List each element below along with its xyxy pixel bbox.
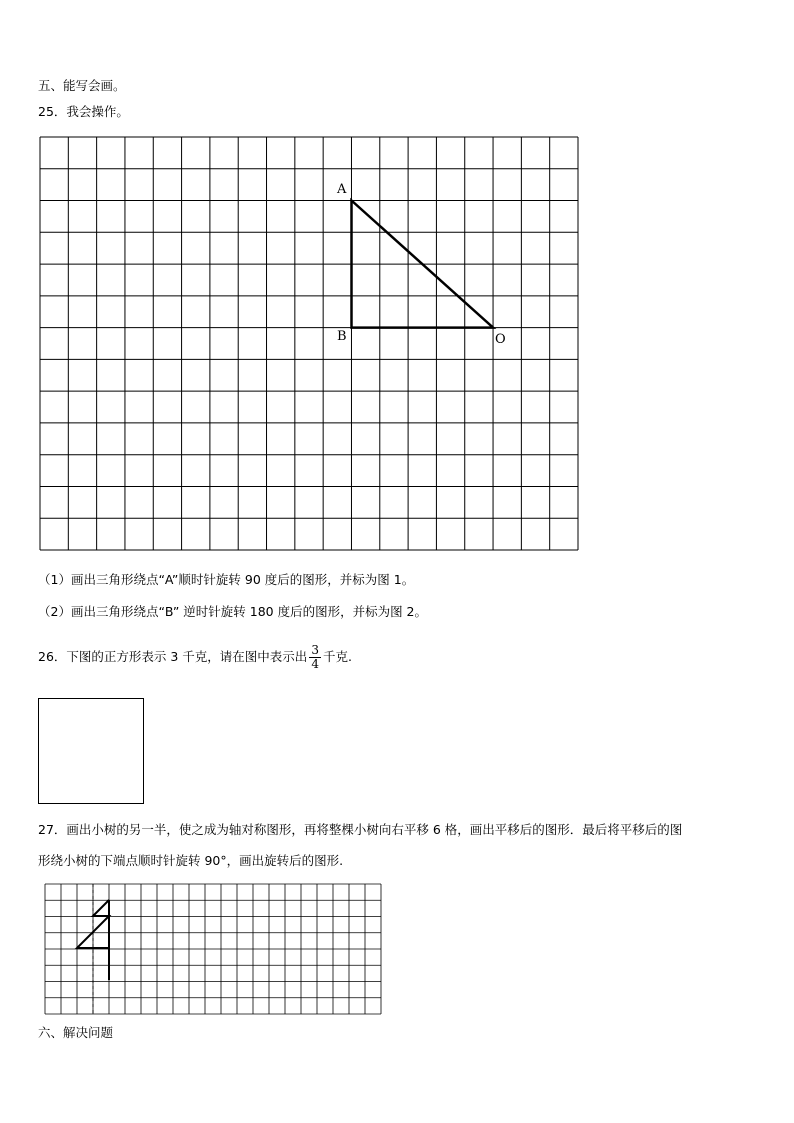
section-five-title: 五、能写会画。: [38, 78, 126, 93]
triangle-label-a: A: [337, 182, 347, 197]
question-26-text-after: 千克.: [322, 649, 352, 664]
section-six-title: 六、解决问题: [38, 1025, 114, 1040]
question-25-part-1: （1）画出三角形绕点“A”顺时针旋转 90 度后的图形，并标为图 1。: [38, 572, 415, 587]
question-25-part-2: （2）画出三角形绕点“B” 逆时针旋转 180 度后的图形，并标为图 2。: [38, 604, 428, 619]
question-27-line-1: 27．画出小树的另一半，使之成为轴对称图形，再将整棵小树向右平移 6 格，画出平移后的图形．最后将平移后的图: [38, 822, 683, 837]
fraction-denominator: 4: [311, 657, 319, 671]
question-26-text-before: 26．下图的正方形表示 3 千克，请在图中表示出: [38, 649, 308, 664]
question-27-line-2: 形绕小树的下端点顺时针旋转 90°，画出旋转后的图形.: [38, 853, 344, 868]
question-25-title: 25．我会操作。: [38, 104, 129, 119]
triangle-label-b: B: [337, 329, 347, 344]
triangle-label-o: O: [495, 332, 506, 347]
fraction-numerator: 3: [311, 643, 319, 657]
